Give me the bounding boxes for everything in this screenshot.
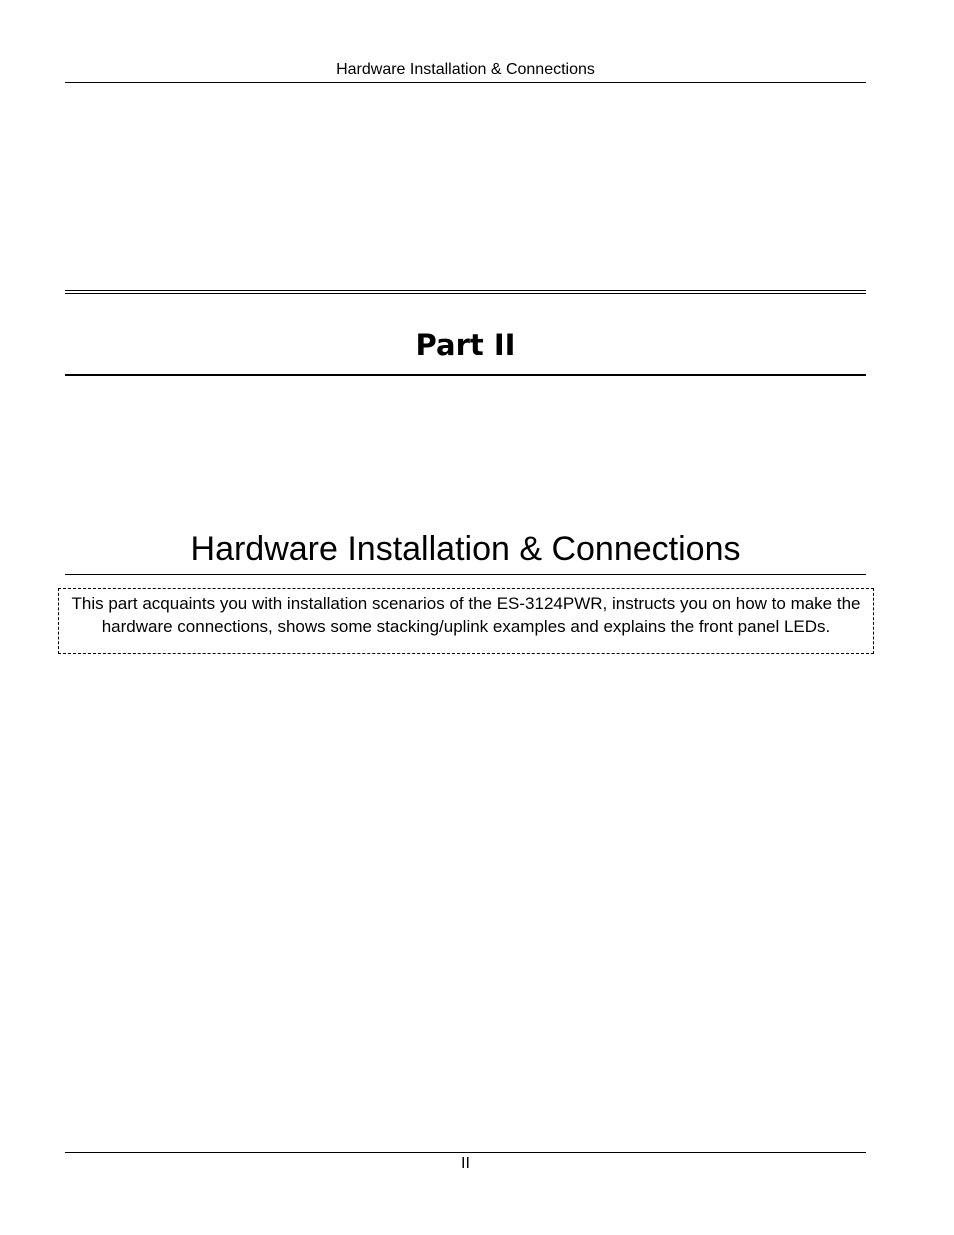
running-header: Hardware Installation & Connections [336,61,595,78]
intro-text-box: This part acquaints you with installation scenarios of the ES-3124PWR, instructs you on how to make the hardware connections, shows some stacking/uplink examples and explains the front panel LEDs. [58,588,874,654]
part-top-rule-inner [65,293,866,294]
section-title-rule [65,574,866,575]
part-title: Part II [415,328,516,362]
page-number: II [461,1155,470,1172]
footer-divider [65,1152,866,1153]
section-title: Hardware Installation & Connections [190,530,741,568]
header-divider [65,82,866,83]
part-bottom-rule [65,374,866,376]
part-top-rule [65,290,866,291]
